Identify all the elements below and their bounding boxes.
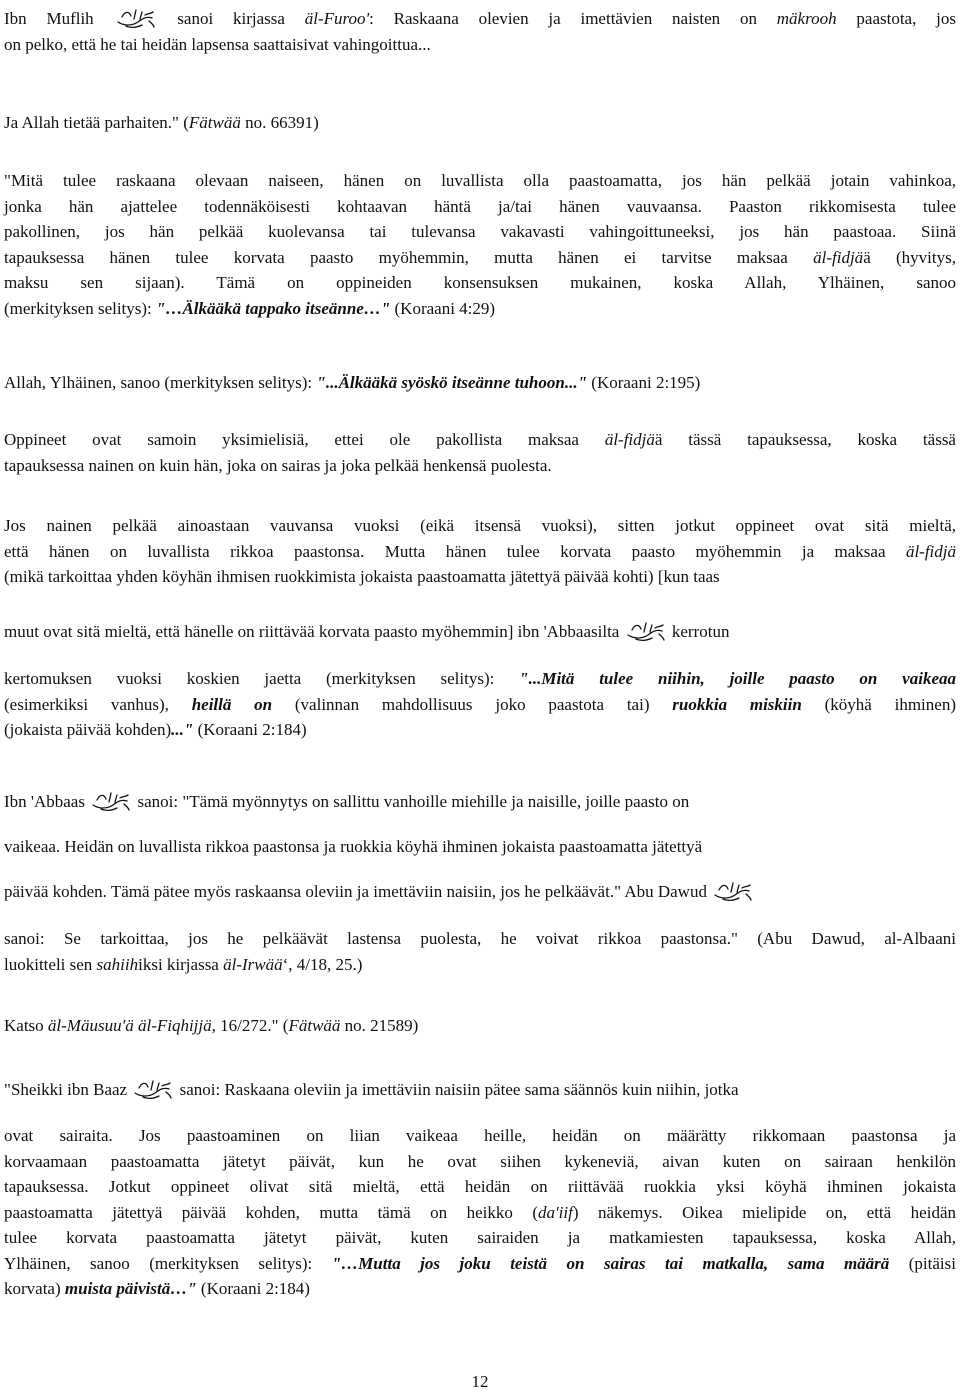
text-run: Ibn 'Abbaas	[4, 792, 90, 811]
text-run: tulee korvata paastoamatta jätetyt päivät, kuten sairaiden ja matkamiesten tapauksessa, koska Allah,	[4, 1228, 956, 1247]
text-line	[4, 1251, 956, 1277]
text-line	[4, 1174, 956, 1200]
text-run: Allah, Ylhäinen, sanoo (merkityksen selitys):	[4, 373, 317, 392]
text-run: että hänen on luvallista rikkoa paastonsa. Mutta hänen tulee korvata paasto myöhemmin ja maksaa	[4, 541, 906, 561]
text-line	[4, 879, 956, 905]
quran-quote: "…Älkääkä tappako itseänne…"	[156, 298, 391, 318]
text-run: korvaamaan paastoamatta jätetyt päivät, kun he ovat siihen kykeneviä, aivan kuten on sairaan henkilön	[4, 1151, 956, 1171]
text-run: päivää kohden. Tämä pätee myös raskaansa oleviin ja imettäviin naisiin, jos he pelkäävät." Abu Dawud	[4, 882, 712, 901]
text-line	[4, 619, 956, 645]
text-run: Ylhäinen, sanoo (merkityksen selitys):	[4, 1253, 332, 1273]
text-run: (Koraani 4:29)	[390, 298, 496, 318]
text-line	[4, 1149, 956, 1175]
paragraph	[4, 427, 956, 478]
text-run: (Koraani 2:184)	[196, 1279, 310, 1298]
italic-term: äl-fidjä	[604, 430, 655, 449]
text-line	[4, 1225, 956, 1251]
quran-quote: muista päivistä…"	[64, 1279, 197, 1298]
paragraph	[4, 1013, 956, 1039]
paragraph	[4, 879, 956, 905]
italic-term: äl-fidjä	[905, 541, 956, 561]
paragraph	[4, 834, 956, 860]
text-run: Oppineet ovat samoin yksimielisiä, ettei ole pakollista maksaa	[4, 430, 605, 449]
text-run: Jos nainen pelkää ainoastaan vauvansa vuoksi (eikä itsensä vuoksi), sitten jotkut oppineet ovat sitä mieltä,	[4, 516, 956, 535]
text-run: korvata)	[4, 1279, 65, 1298]
text-run: sanoi kirjassa	[157, 9, 305, 28]
quran-quote: ruokkia miskiin	[672, 694, 802, 714]
text-run: (valinnan mahdollisuus joko paastota tai)	[272, 694, 673, 714]
text-run: kertomuksen vuoksi koskien jaetta (merkityksen selitys):	[4, 669, 520, 688]
paragraph	[4, 926, 956, 977]
text-run: ä (hyvitys,	[863, 247, 956, 267]
text-run: (Koraani 2:195)	[587, 373, 701, 392]
text-run: on pelko, että he tai heidän lapsensa saattaisivat vahingoittua...	[4, 34, 431, 54]
italic-term: äl-Mäusuu'ä äl-Fiqhijjä	[47, 1016, 212, 1035]
text-run: (jokaista päivää kohden)	[4, 720, 172, 739]
text-run: luokitteli sen	[4, 954, 97, 974]
text-line	[4, 245, 956, 271]
paragraph	[4, 168, 956, 321]
text-line	[4, 1276, 956, 1302]
honorific-rahimahullah-icon	[713, 880, 753, 902]
paragraph	[4, 513, 956, 590]
text-line	[4, 539, 956, 565]
text-run: (merkityksen selitys):	[4, 298, 157, 318]
text-line	[4, 1077, 956, 1103]
document-page	[4, 0, 956, 1391]
text-run: "Mitä tulee raskaana olevaan naiseen, hänen on luvallista olla paastoamatta, jos hän pelkää jotain vahinkoa,	[4, 171, 956, 190]
text-run: : Raskaana olevien ja imettävien naisten on	[369, 9, 777, 28]
italic-term: da'iif	[538, 1202, 573, 1222]
paragraph	[4, 789, 956, 815]
text-line	[4, 1123, 956, 1149]
honorific-rahimahullah-icon	[133, 1078, 173, 1100]
quran-quote: "…Mutta jos joku teistä on sairas tai matkalla, sama määrä	[331, 1253, 890, 1273]
text-line	[4, 1013, 956, 1039]
text-run: , 16/272." (	[211, 1016, 289, 1035]
text-line	[4, 834, 956, 860]
text-run: muut ovat sitä mieltä, että hänelle on riittävää korvata paasto myöhemmin] ibn 'Abbaasilta	[4, 622, 624, 641]
text-line	[4, 6, 956, 32]
paragraph	[4, 666, 956, 743]
quran-quote: "...Älkääkä syöskö itseänne tuhoon..."	[316, 373, 588, 392]
text-line	[4, 370, 956, 396]
paragraph	[4, 1123, 956, 1302]
quran-quote: heillä on	[191, 694, 273, 714]
italic-term: äl-Furoo'	[304, 9, 370, 28]
text-run: jonka hän ajattelee todennäköisesti kohtaavan häntä ja/tai hänen vauvaansa. Paaston rikkomisesta tulee	[4, 196, 956, 216]
text-run: ä tässä tapauksessa, koska tässä	[654, 430, 956, 449]
text-run: ) näkemys. Oikea mielipide on, että heidän	[572, 1202, 956, 1222]
text-line	[4, 789, 956, 815]
text-line	[4, 110, 956, 136]
honorific-rahimahullah-icon	[116, 7, 156, 29]
paragraph	[4, 1077, 956, 1103]
text-run: Katso	[4, 1016, 48, 1035]
text-line	[4, 194, 956, 220]
text-line	[4, 564, 956, 590]
paragraph	[4, 370, 956, 396]
text-line	[4, 513, 956, 539]
italic-term: äl-fidjä	[813, 247, 864, 267]
quran-quote: "...Mitä tulee niihin, joille paasto on vaikeaa	[519, 669, 957, 688]
text-run: paastoamatta jätettyä päivää kohden, mutta tämä on heikko (	[4, 1202, 539, 1222]
text-run: Ja Allah tietää parhaiten." (	[4, 113, 189, 132]
text-run: tapauksessa. Jotkut oppineet olivat sitä mieltä, että heidän on riittävää ruokkia yksi köyhä ihminen jokaista	[4, 1177, 956, 1196]
text-run: kerrotun	[667, 622, 730, 641]
text-run: "Sheikki ibn Baaz	[4, 1080, 132, 1099]
text-run: vaikeaa. Heidän on luvallista rikkoa paastonsa ja ruokkia köyhä ihminen jokaista paastoamatta jätettyä	[4, 837, 703, 856]
italic-term: Fätwää	[288, 1016, 341, 1035]
page-number: 12	[471, 1372, 489, 1391]
text-line	[4, 1200, 956, 1226]
text-run: ‘, 4/18, 25.)	[282, 954, 363, 974]
paragraph	[4, 110, 956, 136]
text-line	[4, 427, 956, 453]
text-line	[4, 453, 956, 479]
quran-quote: ..."	[171, 720, 194, 739]
italic-term: mäkrooh	[776, 9, 837, 28]
text-line	[4, 296, 956, 322]
text-run: (esimerkiksi vanhus),	[4, 694, 192, 714]
text-run: Ibn Muflih	[4, 9, 114, 28]
text-run: no. 21589)	[340, 1016, 419, 1035]
paragraph	[4, 619, 956, 645]
text-run: tapauksessa nainen on kuin hän, joka on sairas ja joka pelkää henkensä puolesta.	[4, 455, 552, 475]
text-line	[4, 32, 956, 58]
text-run: ovat sairaita. Jos paastoaminen on liian vaikeaa heille, heidän on määrätty rikkomaan paastonsa ja	[4, 1126, 956, 1145]
text-line	[4, 666, 956, 692]
text-run: (Koraani 2:184)	[193, 720, 307, 739]
text-run: (pitäisi	[889, 1253, 956, 1273]
italic-term: Fätwää	[188, 113, 241, 132]
text-line	[4, 717, 956, 743]
text-line	[4, 219, 956, 245]
italic-term: äl-Irwää	[223, 954, 283, 974]
honorific-radiyallahu-anhuma-icon	[91, 790, 131, 812]
text-run: tapauksessa hänen tulee korvata paasto myöhemmin, mutta hänen ei tarvitse maksaa	[4, 247, 814, 267]
text-run: (mikä tarkoittaa yhden köyhän ihmisen ruokkimista jokaista paastoamatta jätettyä päivää kohti) [kun taas	[4, 567, 720, 586]
honorific-radiyallahu-anhuma-icon	[626, 620, 666, 642]
text-run: sanoi: Raskaana oleviin ja imettäviin naisiin pätee sama säännös kuin niihin, jotka	[175, 1080, 739, 1099]
text-line	[4, 926, 956, 952]
text-run: sanoi: Se tarkoittaa, jos he pelkäävät lastensa puolesta, he voivat rikkoa paastonsa." (Abu Dawud, al-Albaani	[4, 929, 956, 948]
text-run: iksi kirjassa	[138, 954, 224, 974]
paragraph	[4, 6, 956, 57]
text-run: paastota, jos	[836, 9, 956, 28]
text-line	[4, 270, 956, 296]
text-run: sanoi: "Tämä myönnytys on sallittu vanhoille miehille ja naisille, joille paasto on	[133, 792, 690, 811]
text-run: (köyhä ihminen)	[801, 694, 956, 714]
text-run: pakollinen, jos hän pelkää kuolevansa tai tulevansa vakavasti vahingoittuneeksi, jos hän paastoaa. Siinä	[4, 222, 956, 241]
text-run: no. 66391)	[240, 113, 319, 132]
text-line	[4, 692, 956, 718]
text-line	[4, 168, 956, 194]
text-line	[4, 952, 956, 978]
text-run: maksu sen sijaan). Tämä on oppineiden konsensuksen mukainen, koska Allah, Ylhäinen, sanoo	[4, 273, 956, 292]
italic-term: sahiih	[96, 954, 139, 974]
